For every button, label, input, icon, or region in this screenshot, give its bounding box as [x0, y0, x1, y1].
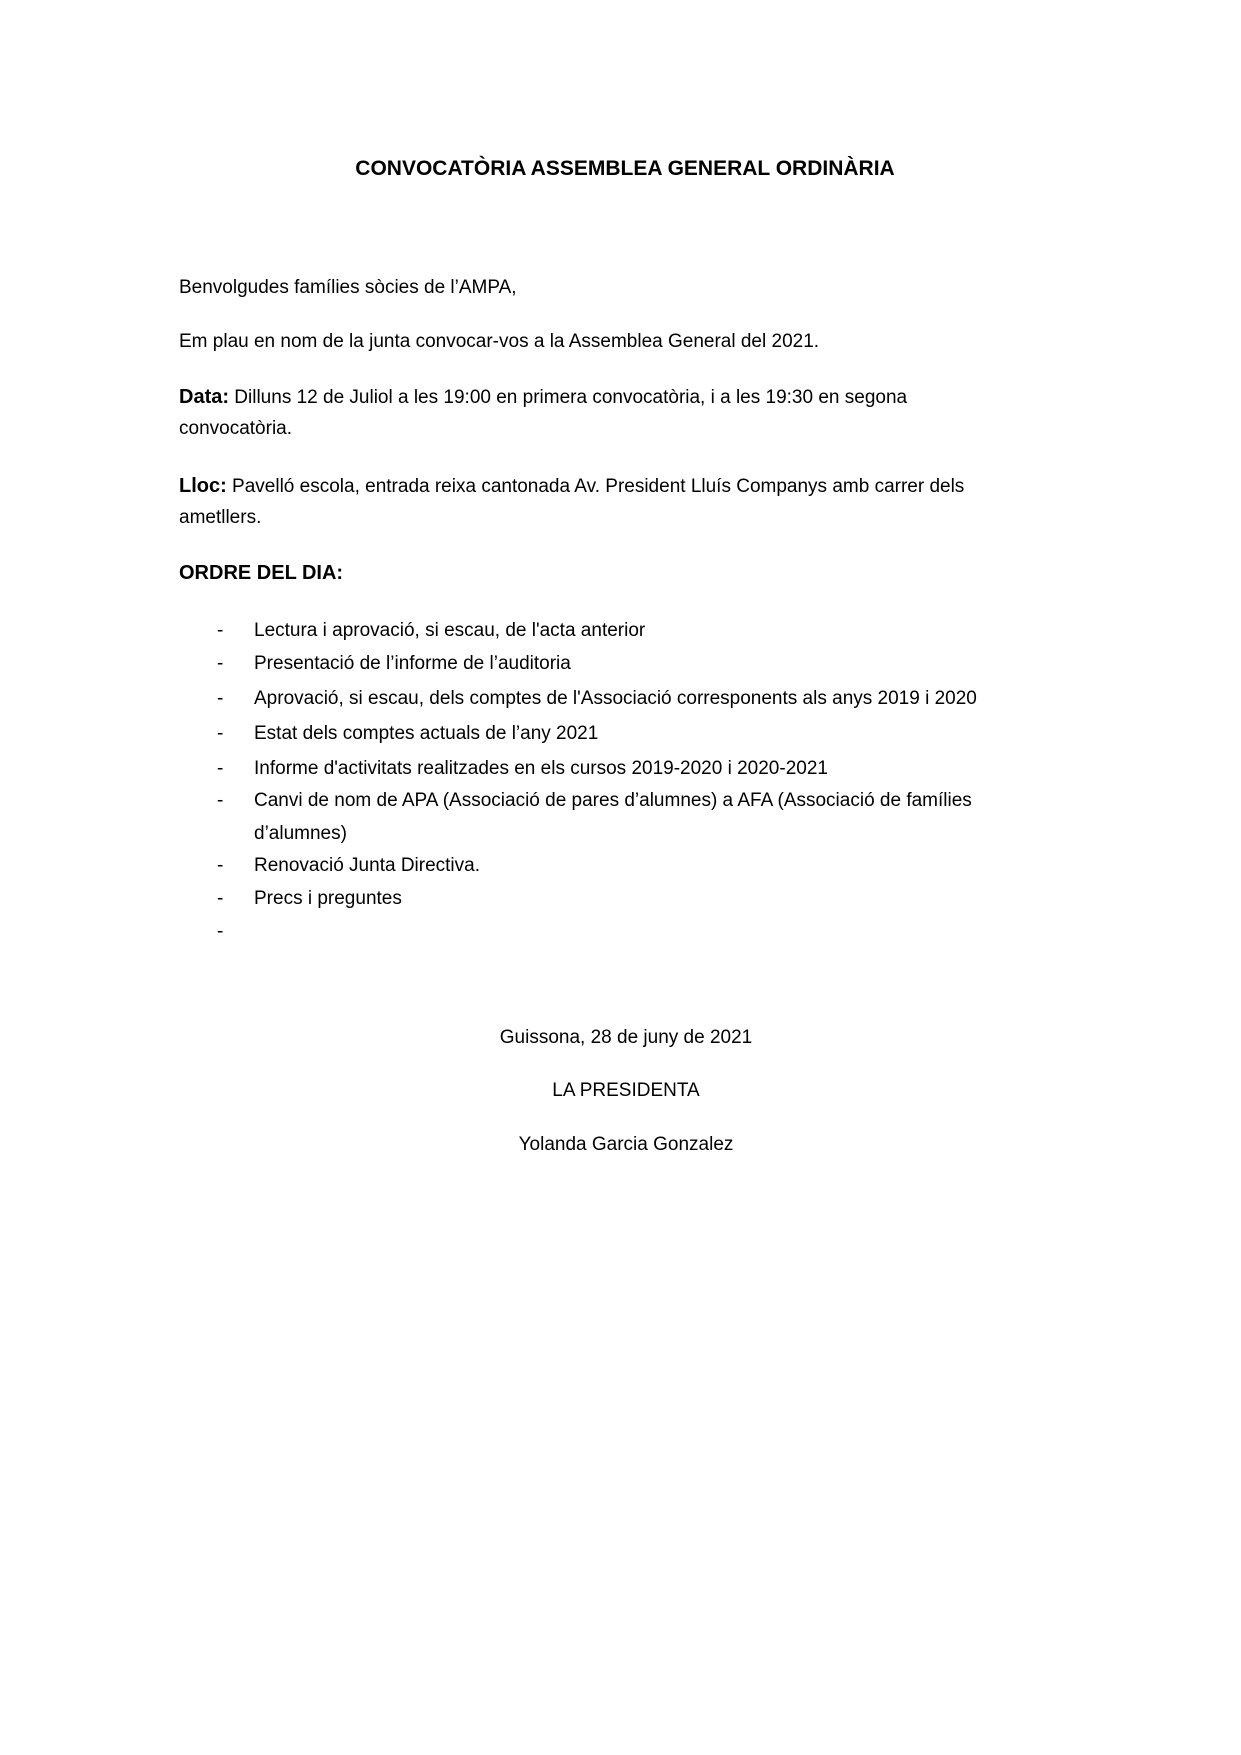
bullet: -	[217, 620, 224, 641]
bullet: -	[217, 723, 224, 744]
date-text-cont: convocatòria.	[179, 418, 293, 439]
signatory-role: LA PRESIDENTA	[552, 1080, 700, 1101]
place-text: Pavelló escola, entrada reixa cantonada Av. President Lluís Companys amb carrer dels	[226, 476, 965, 497]
place-line	[179, 474, 964, 499]
bullet: -	[217, 758, 224, 779]
bullet: -	[217, 790, 224, 811]
document-title: CONVOCATÒRIA ASSEMBLEA GENERAL ORDINÀRIA	[355, 157, 895, 180]
date-text: Dilluns 12 de Juliol a les 19:00 en primera convocatòria, i a les 19:30 en segona	[229, 387, 908, 408]
agenda-heading: ORDRE DEL DIA:	[179, 562, 344, 584]
place-label: Lloc:	[179, 475, 227, 497]
place-text-cont: ametllers.	[179, 507, 262, 528]
bullet: -	[217, 921, 224, 942]
intro-paragraph: Em plau en nom de la junta convocar-vos a la Assemblea General del 2021.	[179, 331, 820, 352]
date-line	[179, 385, 907, 410]
signatory-name: Yolanda Garcia Gonzalez	[518, 1134, 734, 1155]
date-label: Data:	[179, 386, 230, 408]
bullet: -	[217, 888, 224, 909]
bullet: -	[217, 653, 224, 674]
bullet: -	[217, 855, 224, 876]
bullet: -	[217, 688, 224, 709]
greeting: Benvolgudes famílies sòcies de l’AMPA,	[179, 277, 517, 298]
place-date: Guissona, 28 de juny de 2021	[499, 1027, 753, 1048]
document-page: CONVOCATÒRIA ASSEMBLEA GENERAL ORDINÀRIA Benvolgudes famílies sòcies de l’AMPA, Em plau en nom de la junta convocar-vos a la Assemblea General del 2021. Data: Dilluns 12 de Juliol a les 19:00 en primera convocatòria, i a les 19:30 en segona convocatòria. Lloc: Pavelló escola, entrada reixa cantonada Av. President Lluís Companys amb carrer dels ametllers. ORDRE DEL DIA: - Lectura i aprovació, si escau, de l'acta anterior - Presentació de l’informe de l’auditoria - Aprovació, si escau, dels comptes de l'Associació corresponents als anys 2019 i 2020 - Estat dels comptes actuals de l’any 2021 - Informe d'activitats realitzades en els cursos 2019-2020 i 2020-2021 - Canvi de nom de APA (Associació de pares d’alumnes) a AFA (Associació de famílies d’alumnes) - Renovació Junta Directiva. - Precs i preguntes - Guissona, 28 de juny de 2021 LA PRESIDENTA Yolanda Garcia Gonzalez	[0, 0, 1241, 1755]
